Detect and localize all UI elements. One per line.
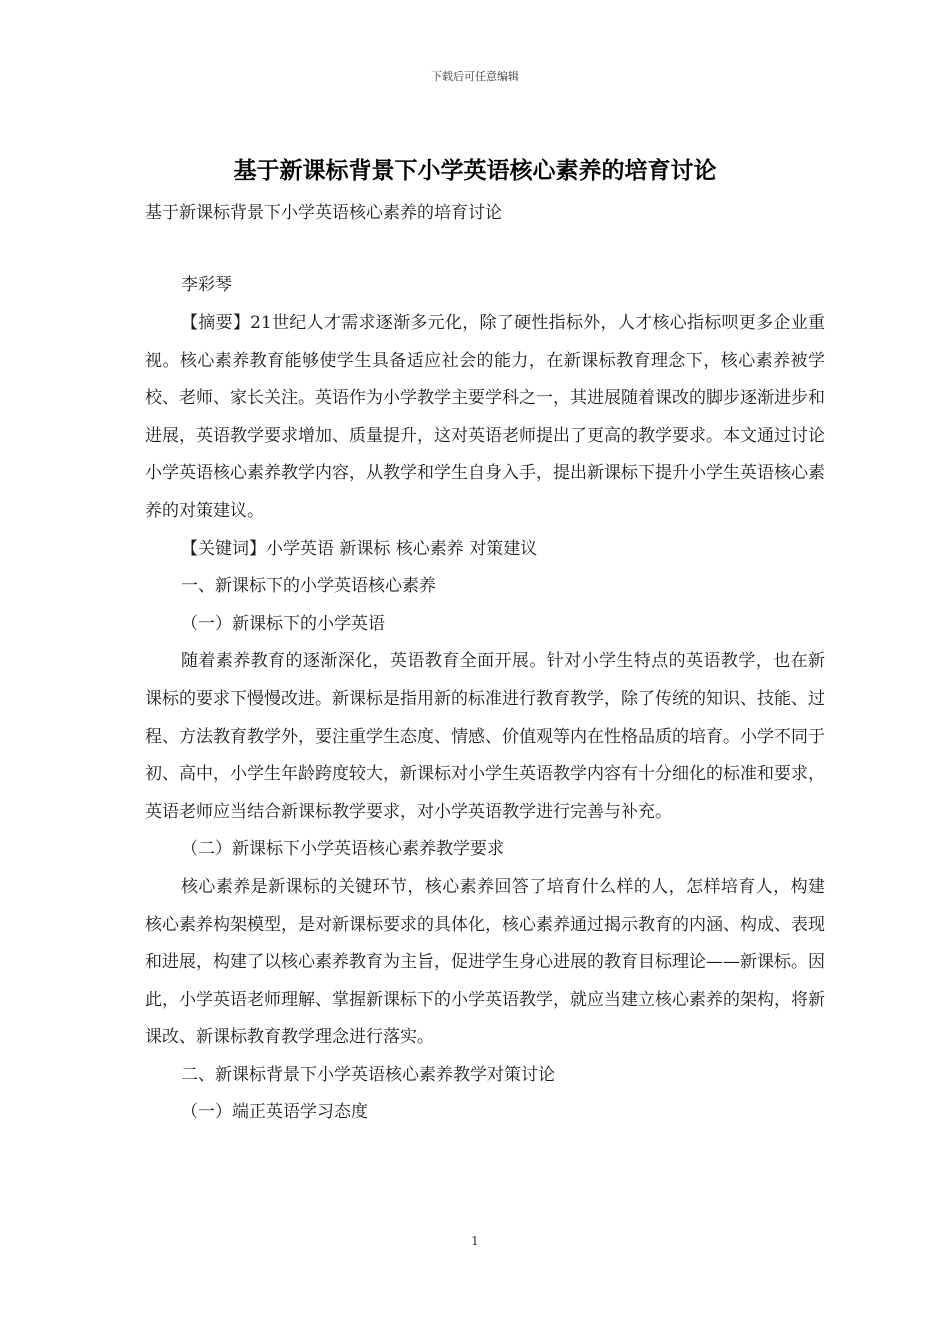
author-label: 李彩琴 <box>181 275 232 295</box>
body-paragraph: 核心素养是新课标的关键环节，核心素养回答了培育什么样的人，怎样培育人，构建核心素养构架模型，是对新课标要求的具体化，核心素养通过揭示教育的内涵、构成、表现和进展，构建了以核心素养教育为主旨，促进学生身心进展的教育目标理论——新课标。因此，小学英语老师理解、掌握新课标下的小学英语教学，就应当建立核心素养的架构，将新课改、新课标教育教学理念进行落实。 <box>145 876 825 1048</box>
body-paragraph: 随着素养教育的逐渐深化，英语教育全面开展。针对小学生特点的英语教学，也在新课标的要求下慢慢改进。新课标是指用新的标准进行教育教学，除了传统的知识、技能、过程、方法教育教学外，要注重学生态度、情感、价值观等内在性格品质的培育。小学不同于初、高中，小学生年龄跨度较大，新课标对小学生英语教学内容有十分细化的标准和要求，英语老师应当结合新课标教学要求，对小学英语教学进行完善与补充。 <box>145 651 825 822</box>
author-name <box>145 267 825 305</box>
subsection-heading-1-2: （二）新课标下小学英语核心素养教学要求 <box>181 839 504 860</box>
document-body <box>145 305 825 1132</box>
section-heading-1: 一、新课标下的小学英语核心素养 <box>181 576 436 597</box>
subsection-heading-1-1: （一）新课标下的小学英语 <box>181 613 385 634</box>
keywords-paragraph: 【关键词】小学英语 新课标 核心素养 对策建议 <box>181 538 538 559</box>
abstract-paragraph: 【摘要】21世纪人才需求逐渐多元化，除了硬性指标外，人才核心指标呗更多企业重视。核心素养教育能够使学生具备适应社会的能力，在新课标教育理念下，核心素养被学校、老师、家长关注。英语作为小学教学主要学科之一，其进展随着课改的脚步逐渐进步和进展，英语教学要求增加、质量提升，这对英语老师提出了更高的教学要求。本文通过讨论小学英语核心素养教学内容，从教学和学生自身入手，提出新课标下提升小学生英语核心素养的对策建议。 <box>145 313 825 521</box>
page-header: 下载后可任意编辑 <box>431 70 519 83</box>
page-number: 1 <box>471 1234 479 1248</box>
section-heading-2: 二、新课标背景下小学英语核心素养教学对策讨论 <box>181 1064 555 1085</box>
subsection-heading-2-1: （一）端正英语学习态度 <box>181 1102 368 1123</box>
document-title: 基于新课标背景下小学英语核心素养的培育讨论 <box>233 157 717 184</box>
document-subtitle: 基于新课标背景下小学英语核心素养的培育讨论 <box>145 203 502 223</box>
